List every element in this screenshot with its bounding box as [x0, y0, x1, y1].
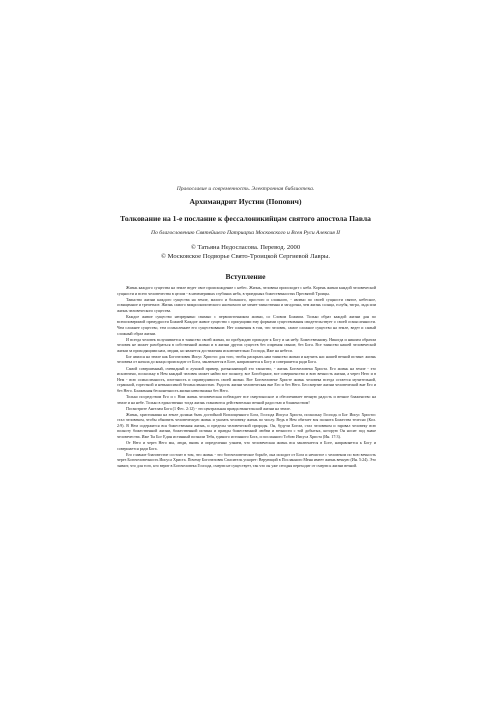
library-header-note: Православие и современность. Электронная библиотека. — [176, 186, 315, 192]
author-name: Архимандрит Иустин (Попович) — [189, 197, 302, 206]
paragraph: Посмотрите Ангелам Бога (1 Фес. 2:12) - это центральная правда евангельской жизни на земле. — [126, 405, 291, 411]
paragraph: Его главное благовестие состоит в том, что жизнь - это богочеловеческое борьбе, она исходит от Бога и нечистое с человеком по всю вечность через Богочеловечность Иисуса Христа. Почему Богочеловек Спаситель ускорет: Верующий в Посланного Меня имеет жизнь вечную (Ин. 5:24). Это значит, что для того, кто верит в Богочеловека Господа, смерти не существует, так что он уже сегодня переходит от смерти к жизни вечной. — [117, 451, 376, 468]
paragraph: Таинство жизни каждого существа на земле, малого и большого, простого и сложного, - явлено по своей сущности святое, небесное, освященное и трепетное. Жизнь самого микроскопического насекомого не менее таинственна и загадочна, чем жизнь солнца, голубя, тигра, льда или жизнь человеческого существа. — [117, 296, 376, 313]
section-title: Вступление — [225, 272, 266, 281]
copyright-block — [0, 244, 491, 261]
paragraph: Только посредством Его и с Ним жизнь человеческая побеждает все смертоносное и обеспечивает вечную радость и вечное блаженство на земле и на небе. Только в единственно тогда жизнь становится действительно вечной радостью и блаженством! — [117, 393, 376, 405]
paragraph: Самой совершенный, очевидный и лучший пример, разъясняющий это таинство, - жизнь Богочеловека Христа. Его жизнь на земле - это исключено, поскольку в Нем каждый человек может найти все полноту, все Богоборное, все совершенство и всю вечность жизни, а через Него и в Нем - всю осмысленность, изотчность и справедливость своей жизни. Вот Богочеловеке Христе жизнь человека всегда остается мучительной, страшной, горестной и невыносимой бесмысленностью. Радость жизни человеческая вне Его и без Него. Бессмертие жизни человеческой вне Его и без Него. Блаженная бесконечность жизни невозможна без Него. — [117, 365, 376, 393]
paragraph: Жизнь, христианина на земле должна быть достойной Воплощенного Бога, Господа Иисуса Христа, поскольку Господь и Бог Иисус Христос стал человеком, чтобы обновить человеческую жизнь и указать человеку жизнь по числу. Ведь в Нем обитает вся полнота Божества телесно (Кол. 2:9). В Нем содержится вся божественная жизнь, и пределы человеческой природы. Он, будучи Богом, стал человеком и заровал человеку всю полноту божественной жизни, божественной истины и правды божественной любви и вечности с той добытых, которую Он носит под знаке человечества. Иже Ты Бог Един истинный познали Тебя, единого истинного Бога, и посланного Тобою Иисуса Христа (Ин. 17:3). — [117, 411, 376, 439]
paragraph: Каждое живое существо непрерывно связано с первоисточником жизни, со Словом Божиим. Только образ каждой жизни дан по всеисповеримой премудрости Божией Каждое живое существо с присущими ему формами существования свидетельствует о своей осмысленности. Чем сложнее существо, тем осмысленнее его существование. Нет сомнения в том, что человек, самое сложное существо на земле, ведет и самый сложный образ жизни. — [117, 313, 376, 336]
paragraph: Жизнь каждого существа на земле ведет свое происхождение с небес. Жизнь, человека происходит с неба. Корень жизни каждой человеческой сущности и всего человечества в целом - в неизмеримых глубинах неба, в триединых божественностях Пресвятой Троицы. — [117, 285, 376, 296]
paragraph: От Него и через Него мы, люди, вновь и определенно узнаем, что человеческая жизнь вся заключается в Боге, направляется к Богу и совершается ради Бога. — [117, 440, 376, 451]
copyright-line-2: © Московское Подворье Свято-Троицкой Сергиевой Лавры. — [160, 252, 330, 260]
copyright-line-1: © Татьяна Недосласова. Перевод. 2000 — [190, 244, 301, 251]
blessing-note: По благословению Святейшего Патриарха Московского и Всея Руси Алексия II — [151, 230, 340, 236]
paragraph: И всегда человек вслушивается в таинство своей жизни, по пробуждаю приходит к Богу и на небу. Божественному. Никогда и никоим образом человек не может разобраться в собственной жизни и в жизни других существ без озарения свыше, без Бога. Все таинство нашей человеческой жизни за приходящими нам, людям, но является достижения исключительно Господа, Иже на небеси. — [117, 336, 376, 353]
body-text — [117, 285, 376, 469]
document-title: Толкование на 1-е послание к фессалоникийцам святого апостола Павла — [120, 214, 371, 223]
paragraph: Бог явился на земле как Богочеловек Иисус Христос для того, чтобы раскрыть нам таинство жизни и научить нас нашей вечной истине: жизнь человека от начала до конца происходит от Бога, заключается в Боге, направляется к Богу и совершается ради Бога. — [117, 353, 376, 365]
